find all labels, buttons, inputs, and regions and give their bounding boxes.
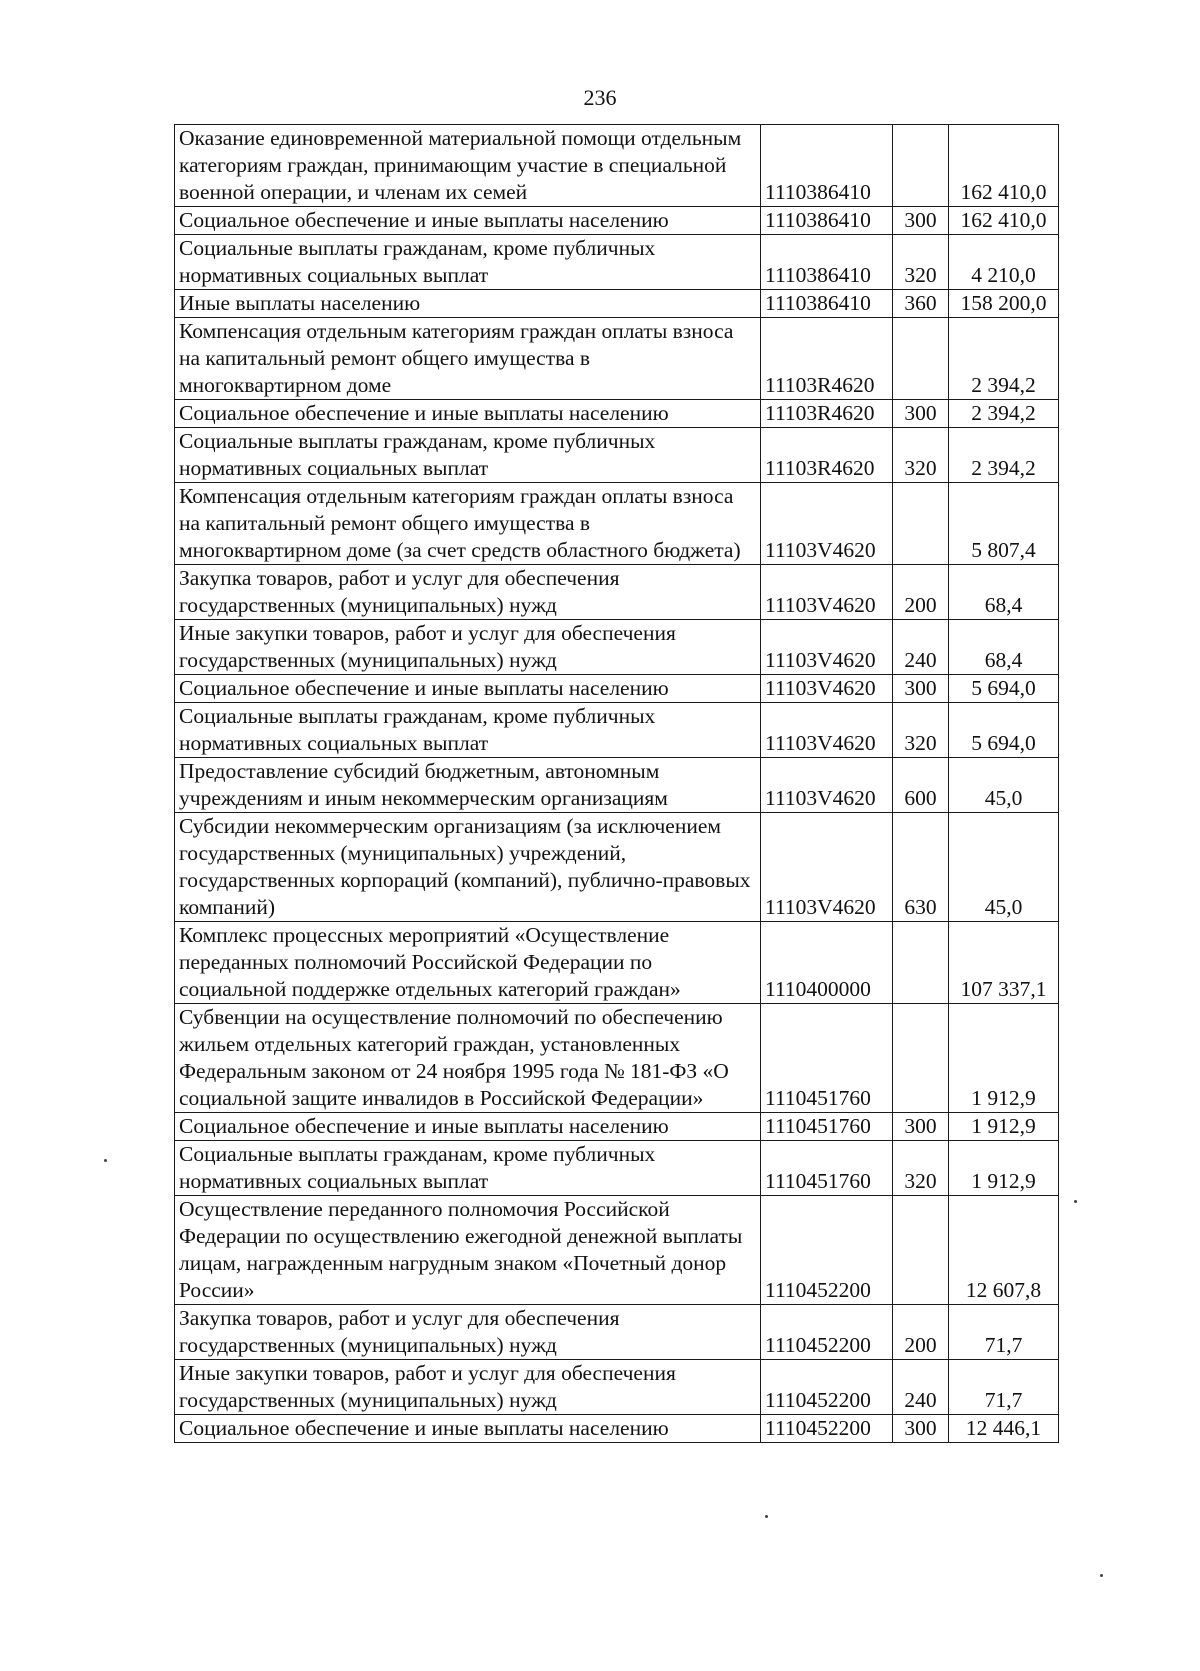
scan-speck [104,1159,107,1162]
table-row [175,1415,1059,1443]
amount-cell: 45,0 [949,758,1059,813]
expense-type-cell [893,1196,949,1305]
table-row [175,125,1059,207]
row-name-cell: Иные выплаты населению [175,290,761,318]
row-name-cell: Закупка товаров, работ и услуг для обеспечения государственных (муниципальных) нужд [175,1305,761,1360]
amount-cell: 2 394,2 [949,428,1059,483]
row-name-cell: Социальные выплаты гражданам, кроме публичных нормативных социальных выплат [175,703,761,758]
target-code-cell: 1110452200 [761,1360,893,1415]
expense-type-cell: 320 [893,1141,949,1196]
expense-type-cell [893,125,949,207]
amount-cell: 158 200,0 [949,290,1059,318]
table-row [175,1196,1059,1305]
expense-type-cell: 240 [893,1360,949,1415]
scan-speck [1100,1574,1103,1577]
amount-cell: 5 807,4 [949,483,1059,565]
row-name-cell: Иные закупки товаров, работ и услуг для обеспечения государственных (муниципальных) нужд [175,620,761,675]
row-name-cell: Социальное обеспечение и иные выплаты населению [175,1415,761,1443]
target-code-cell: 11103V4620 [761,565,893,620]
table-row [175,758,1059,813]
table-row [175,1113,1059,1141]
amount-cell: 68,4 [949,565,1059,620]
row-name-cell: Компенсация отдельным категориям граждан оплаты взноса на капитальный ремонт общего имущества в многоквартирном доме [175,318,761,400]
table-row [175,1360,1059,1415]
row-name-cell: Субсидии некоммерческим организациям (за исключением государственных (муниципальных) учреждений, государственных корпораций (компаний), публично-правовых компаний) [175,813,761,922]
amount-cell: 12 446,1 [949,1415,1059,1443]
budget-table [174,124,1059,1443]
row-name-cell: Осуществление переданного полномочия Российской Федерации по осуществлению ежегодной денежной выплаты лицам, награжденным нагрудным знаком «Почетный донор России» [175,1196,761,1305]
page-number: 236 [583,85,617,110]
amount-cell: 12 607,8 [949,1196,1059,1305]
amount-cell: 2 394,2 [949,400,1059,428]
table-row [175,565,1059,620]
amount-cell: 162 410,0 [949,207,1059,235]
target-code-cell: 11103V4620 [761,675,893,703]
expense-type-cell: 320 [893,235,949,290]
row-name-cell: Социальное обеспечение и иные выплаты населению [175,400,761,428]
table-row [175,483,1059,565]
expense-type-cell [893,318,949,400]
amount-cell: 107 337,1 [949,922,1059,1004]
amount-cell: 68,4 [949,620,1059,675]
amount-cell: 2 394,2 [949,318,1059,400]
row-name-cell: Закупка товаров, работ и услуг для обеспечения государственных (муниципальных) нужд [175,565,761,620]
target-code-cell: 1110451760 [761,1141,893,1196]
row-name-cell: Иные закупки товаров, работ и услуг для обеспечения государственных (муниципальных) нужд [175,1360,761,1415]
expense-type-cell: 600 [893,758,949,813]
amount-cell: 4 210,0 [949,235,1059,290]
table-row [175,813,1059,922]
target-code-cell: 1110386410 [761,125,893,207]
table-body [175,125,1059,1443]
table-row [175,703,1059,758]
expense-type-cell: 300 [893,1113,949,1141]
row-name-cell: Социальное обеспечение и иные выплаты населению [175,1113,761,1141]
expense-type-cell: 320 [893,428,949,483]
table-row [175,1305,1059,1360]
target-code-cell: 1110451760 [761,1113,893,1141]
table-row [175,620,1059,675]
expense-type-cell: 300 [893,400,949,428]
target-code-cell: 1110386410 [761,235,893,290]
row-name-cell: Социальное обеспечение и иные выплаты населению [175,675,761,703]
table-row [175,1004,1059,1113]
expense-type-cell: 200 [893,1305,949,1360]
expense-type-cell: 360 [893,290,949,318]
table-row [175,922,1059,1004]
expense-type-cell: 200 [893,565,949,620]
amount-cell: 71,7 [949,1360,1059,1415]
target-code-cell: 11103V4620 [761,758,893,813]
amount-cell: 162 410,0 [949,125,1059,207]
amount-cell: 1 912,9 [949,1004,1059,1113]
table-row [175,290,1059,318]
target-code-cell: 11103R4620 [761,428,893,483]
table-row [175,207,1059,235]
expense-type-cell: 300 [893,207,949,235]
target-code-cell: 1110400000 [761,922,893,1004]
amount-cell: 5 694,0 [949,703,1059,758]
target-code-cell: 1110452200 [761,1196,893,1305]
table-row [175,1141,1059,1196]
table-row [175,235,1059,290]
row-name-cell: Социальное обеспечение и иные выплаты населению [175,207,761,235]
row-name-cell: Субвенции на осуществление полномочий по обеспечению жильем отдельных категорий граждан, установленных Федеральным законом от 24 ноября 1995 года № 181-ФЗ «О социальной защите инвалидов в Российской Федерации» [175,1004,761,1113]
table-row [175,428,1059,483]
expense-type-cell [893,1004,949,1113]
row-name-cell: Комплекс процессных мероприятий «Осуществление переданных полномочий Российской Федерации по социальной поддержке отдельных категорий граждан» [175,922,761,1004]
expense-type-cell: 300 [893,1415,949,1443]
target-code-cell: 1110452200 [761,1305,893,1360]
scan-speck [765,1515,768,1518]
target-code-cell: 1110386410 [761,290,893,318]
row-name-cell: Предоставление субсидий бюджетным, автономным учреждениям и иным некоммерческим организациям [175,758,761,813]
target-code-cell: 11103V4620 [761,813,893,922]
amount-cell: 45,0 [949,813,1059,922]
target-code-cell: 1110452200 [761,1415,893,1443]
row-name-cell: Оказание единовременной материальной помощи отдельным категориям граждан, принимающим участие в специальной военной операции, и членам их семей [175,125,761,207]
row-name-cell: Компенсация отдельным категориям граждан оплаты взноса на капитальный ремонт общего имущества в многоквартирном доме (за счет средств областного бюджета) [175,483,761,565]
target-code-cell: 1110386410 [761,207,893,235]
target-code-cell: 11103R4620 [761,400,893,428]
expense-type-cell: 240 [893,620,949,675]
target-code-cell: 11103V4620 [761,620,893,675]
table-row [175,400,1059,428]
target-code-cell: 11103R4620 [761,318,893,400]
amount-cell: 5 694,0 [949,675,1059,703]
target-code-cell: 11103V4620 [761,483,893,565]
expense-type-cell [893,922,949,1004]
scan-speck [1074,1200,1077,1203]
table-row [175,675,1059,703]
expense-type-cell: 300 [893,675,949,703]
expense-type-cell [893,483,949,565]
amount-cell: 1 912,9 [949,1141,1059,1196]
target-code-cell: 1110451760 [761,1004,893,1113]
amount-cell: 71,7 [949,1305,1059,1360]
target-code-cell: 11103V4620 [761,703,893,758]
table-row [175,318,1059,400]
row-name-cell: Социальные выплаты гражданам, кроме публичных нормативных социальных выплат [175,428,761,483]
expense-type-cell: 630 [893,813,949,922]
amount-cell: 1 912,9 [949,1113,1059,1141]
row-name-cell: Социальные выплаты гражданам, кроме публичных нормативных социальных выплат [175,1141,761,1196]
expense-type-cell: 320 [893,703,949,758]
row-name-cell: Социальные выплаты гражданам, кроме публичных нормативных социальных выплат [175,235,761,290]
